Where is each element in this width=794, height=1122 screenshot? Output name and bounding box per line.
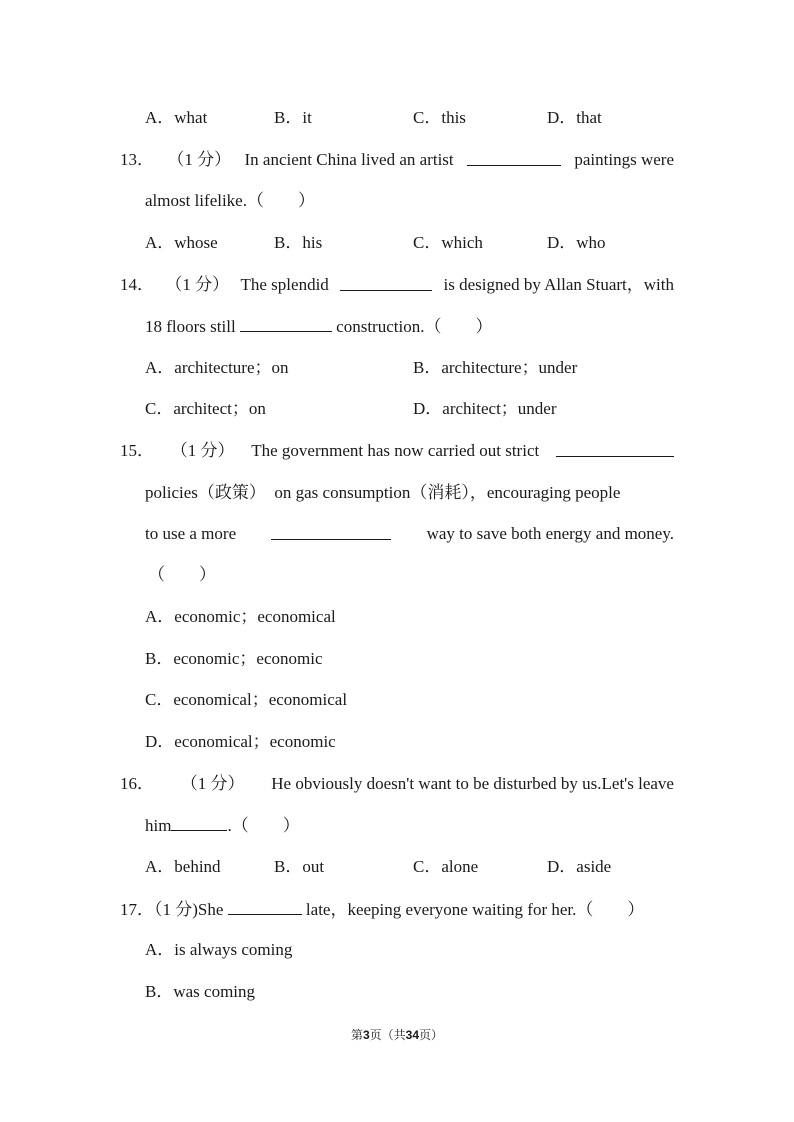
q13-blank xyxy=(467,149,561,166)
q17-number: 17． xyxy=(120,900,154,919)
q15-number: 15． xyxy=(120,441,154,460)
q15-stem-line3: to use a more way to save both energy and money. xyxy=(145,524,674,543)
q13-stem-line2: almost lifelike.（ ） xyxy=(145,191,315,210)
q14-option-a: A．architecture；on xyxy=(145,358,289,377)
q14-blank-1 xyxy=(340,274,432,291)
q14-stem-line1: 14． （1 分） The splendid is designed by Allan Stuart，with xyxy=(120,275,674,294)
q14-option-c: C．architect；on xyxy=(145,399,266,418)
q16-option-a: A．behind xyxy=(145,857,221,876)
q12-option-d: D．that xyxy=(547,108,602,127)
q15-stem-line2: policies（政策） on gas consumption（消耗），encouraging people xyxy=(145,483,621,502)
q15-option-a: A．economic；economical xyxy=(145,607,336,626)
q16-stem-line2: him .（ ） xyxy=(145,816,300,835)
q17-option-a: A．is always coming xyxy=(145,940,293,959)
q13-option-d: D．who xyxy=(547,233,606,252)
q14-score: （1 分） xyxy=(165,275,230,294)
q17-stem-line1: 17．（1 分)She late，keeping everyone waiting for her.（ ） xyxy=(120,900,645,919)
q15-blank-2 xyxy=(271,523,391,540)
q16-option-d: D．aside xyxy=(547,857,612,876)
q15-stem-line1: 15． （1 分） The government has now carried out strict xyxy=(120,440,674,462)
q16-blank xyxy=(171,814,227,831)
q15-option-c: C．economical；economical xyxy=(145,690,348,709)
q17-option-b: B．was coming xyxy=(145,982,256,1001)
q14-option-d: D．architect；under xyxy=(413,399,557,418)
q16-option-c: C．alone xyxy=(413,857,479,876)
q15-blank-1 xyxy=(556,440,674,457)
q17-score: （1 分) xyxy=(154,900,198,919)
q14-number: 14． xyxy=(120,275,154,294)
q15-option-b: B．economic；economic xyxy=(145,649,323,668)
q15-option-d: D．economical；economic xyxy=(145,732,336,751)
q12-option-c: C．this xyxy=(413,108,466,127)
q14-option-b: B．architecture；under xyxy=(413,358,578,377)
q16-option-b: B．out xyxy=(274,857,325,876)
q15-score: （1 分） xyxy=(170,441,235,460)
q13-option-a: A．whose xyxy=(145,233,218,252)
page-footer: 第3页（共34页） xyxy=(350,1028,444,1042)
q12-option-b: B．it xyxy=(274,108,312,127)
total-page-count: 34 xyxy=(405,1028,420,1042)
q16-number: 16． xyxy=(120,774,154,793)
q13-stem-line1: 13． （1 分） In ancient China lived an artist paintings were xyxy=(120,150,674,169)
q16-stem-line1: 16． （1 分） He obviously doesn't want to be disturbed by us.Let's leave xyxy=(120,774,674,793)
q12-option-a: A．what xyxy=(145,108,208,127)
q17-blank xyxy=(228,898,302,915)
q13-option-b: B．his xyxy=(274,233,323,252)
q14-stem-line2: 18 floors still construction.（ ） xyxy=(145,317,493,336)
q13-score: （1 分） xyxy=(167,150,232,169)
current-page-number: 3 xyxy=(362,1028,370,1042)
q16-score: （1 分） xyxy=(180,774,245,793)
q13-number: 13． xyxy=(120,150,154,169)
q14-blank-2 xyxy=(240,315,332,332)
q13-option-c: C．which xyxy=(413,233,483,252)
q15-stem-line4: （ ） xyxy=(148,565,216,584)
